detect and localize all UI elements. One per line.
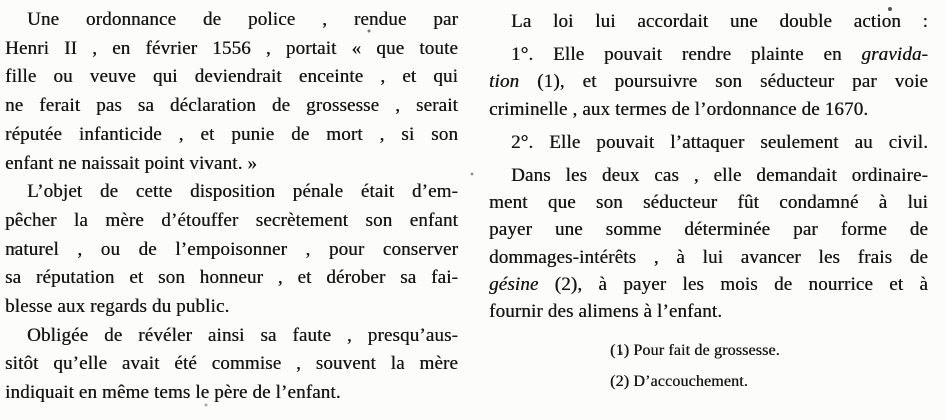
- text-line: [5, 322, 458, 351]
- text-line: [5, 178, 458, 207]
- column-right: [489, 8, 928, 325]
- column-left: [5, 6, 458, 408]
- text-segment: blesse aux regards du public.: [5, 296, 230, 318]
- text-line: [5, 350, 458, 379]
- text-segment: (2), à payer les mois de nourrice et à: [538, 273, 928, 295]
- text-line: [5, 121, 458, 150]
- italic-text: gésine: [489, 273, 539, 295]
- text-line: [489, 162, 928, 189]
- text-segment: Henri II , en février 1556 , portait « que toute: [5, 37, 458, 59]
- text-line: [489, 8, 928, 35]
- text-segment: 1°. Elle pouvait rendre plainte en: [511, 44, 862, 66]
- text-segment: payer une somme déterminée par forme de: [489, 219, 928, 241]
- text-line: [5, 236, 458, 265]
- text-line: [489, 298, 928, 325]
- text-segment: fille ou veuve qui deviendrait enceinte , et qui: [5, 66, 458, 88]
- text-segment: réputée infanticide , et punie de mort , si son: [5, 123, 458, 145]
- text-line: [5, 150, 458, 179]
- text-segment: fournir des alimens à l’enfant.: [489, 301, 723, 323]
- text-segment: dommages-intérêts , à lui avancer les frais de: [489, 246, 928, 268]
- text-line: [489, 244, 928, 271]
- footnote-line: (1) Pour fait de grossesse.: [610, 342, 780, 359]
- text-line: [489, 216, 928, 243]
- scan-speckles: [0, 0, 2, 2]
- text-segment: 2°. Elle pouvait l’attaquer seulement au civil.: [511, 131, 928, 153]
- text-segment: La loi lui accordait une double action :: [511, 11, 928, 32]
- text-segment: Une ordonnance de police , rendue par: [27, 9, 458, 30]
- text-segment: enfant ne naissait point vivant. »: [5, 152, 258, 174]
- text-segment: L’objet de cette disposition pénale était d’em-: [27, 181, 458, 203]
- text-segment: sa réputation et son honneur , et dérober sa fai-: [5, 267, 458, 289]
- text-line: [5, 92, 458, 121]
- text-segment: criminelle , aux termes de l’ordonnance de 1670.: [489, 98, 869, 120]
- footnotes: [610, 336, 780, 397]
- text-segment: pêcher la mère d’étouffer secrètement son enfant: [5, 209, 458, 231]
- text-segment: naturel , ou de l’empoisonner , pour conserver: [5, 238, 458, 260]
- text-line: [5, 6, 458, 35]
- text-segment: ne ferait pas sa déclaration de grossesse , serait: [5, 95, 458, 117]
- text-line: [5, 379, 458, 408]
- footnote-line: (2) D’accouchement.: [610, 372, 748, 390]
- text-segment: indiquait en même tems le père de l’enfant.: [5, 382, 341, 404]
- text-segment: sitôt qu’elle avait été commise , souvent la mère: [5, 353, 458, 375]
- text-line: [5, 207, 458, 236]
- text-line: [489, 129, 928, 156]
- italic-text: tion: [489, 71, 520, 93]
- text-line: [489, 41, 928, 68]
- text-line: [489, 271, 928, 298]
- text-line: [489, 68, 928, 95]
- text-line: [5, 35, 458, 64]
- text-line: [5, 63, 458, 92]
- italic-text: gravida-: [861, 44, 928, 66]
- text-segment: Dans les deux cas , elle demandait ordinaire-: [511, 165, 928, 187]
- text-line: [489, 96, 928, 123]
- text-segment: (1), et poursuivre son séducteur par voie: [519, 71, 928, 93]
- text-line: [5, 264, 458, 293]
- text-line: [489, 189, 928, 216]
- text-line: [5, 293, 458, 322]
- text-segment: ment que son séducteur fût condamné à lui: [489, 192, 928, 214]
- text-segment: Obligée de révéler ainsi sa faute , presqu’aus-: [27, 324, 458, 346]
